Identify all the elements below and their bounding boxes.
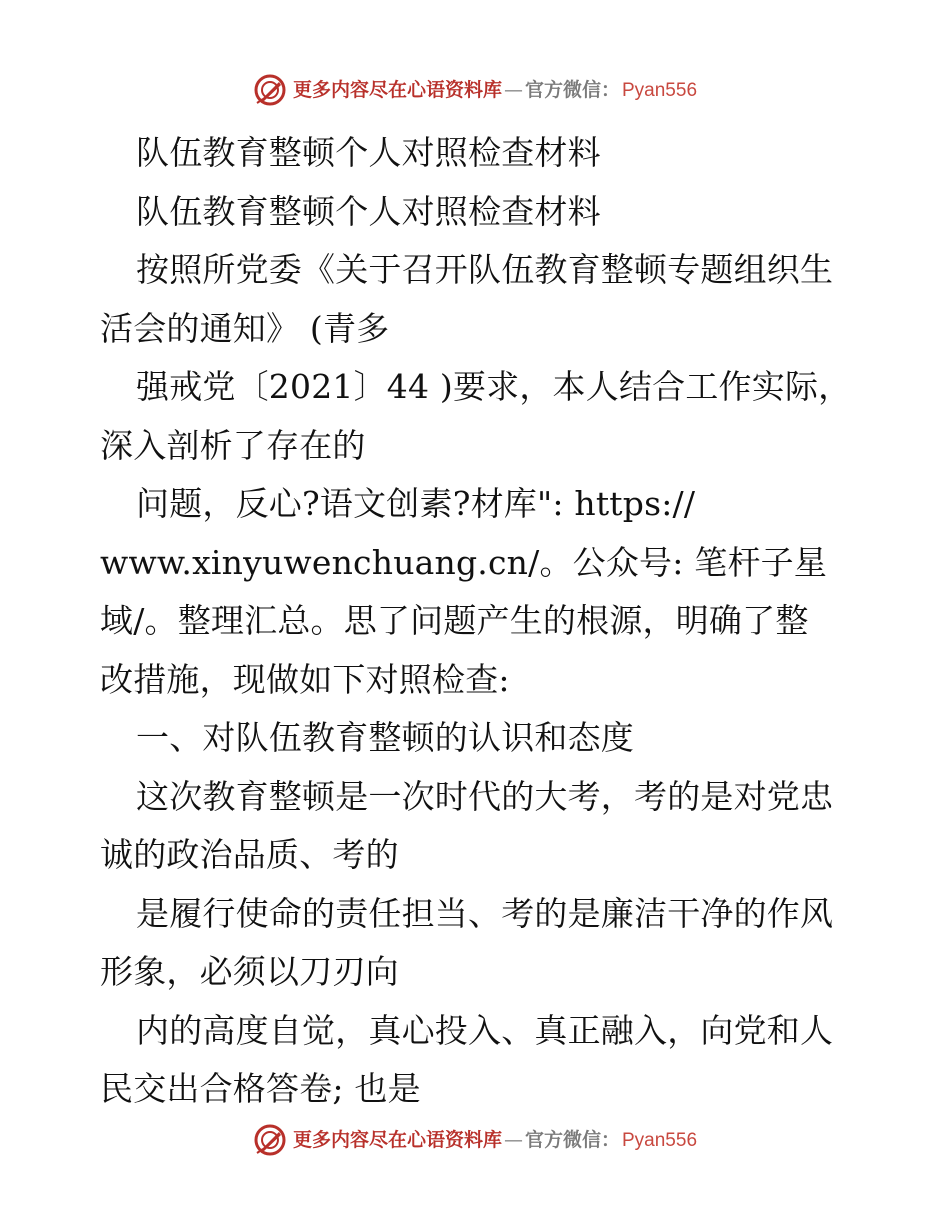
doc-line: 诚的政治品质、考的	[100, 835, 399, 874]
doc-line: 强戒党〔2021〕44 )要求，本人结合工作实际，	[136, 367, 852, 406]
doc-line: www.xinyuwenchuang.cn/。公众号: 笔杆子星	[100, 542, 828, 582]
doc-line: 活会的通知》 (青多	[100, 308, 390, 348]
doc-line: 内的高度自觉，真心投入、真正融入，向党和人	[136, 1010, 834, 1050]
header-banner-main: 更多内容尽在心语资料库	[292, 78, 502, 101]
footer-wechat-id: Pyan556	[622, 1129, 698, 1151]
footer-banner-label: 官方微信：	[524, 1128, 620, 1151]
doc-line: 这次教育整顿是一次时代的大考，考的是对党忠	[136, 776, 834, 816]
doc-line: 民交出合格答卷; 也是	[100, 1069, 421, 1108]
quill-logo-icon	[253, 1123, 287, 1157]
header-banner-separator: —	[503, 78, 523, 101]
header-banner-text	[292, 78, 698, 101]
section-heading: 一、对队伍教育整顿的认识和态度	[136, 718, 634, 757]
doc-line: 深入剖析了存在的	[100, 425, 366, 465]
doc-line: 问题，反心?语文创素?材库": https://	[136, 484, 696, 523]
doc-line: 按照所党委《关于召开队伍教育整顿专题组织生	[136, 250, 834, 289]
doc-title: 队伍教育整顿个人对照检查材料	[136, 133, 601, 172]
header-banner-label: 官方微信：	[524, 78, 620, 101]
header-banner	[0, 70, 950, 110]
footer-banner-separator: —	[503, 1128, 523, 1151]
doc-title-repeat: 队伍教育整顿个人对照检查材料	[136, 191, 601, 231]
header-wechat-id: Pyan556	[622, 79, 698, 101]
doc-line: 改措施，现做如下对照检查:	[100, 659, 510, 699]
footer-banner-main: 更多内容尽在心语资料库	[292, 1128, 502, 1151]
doc-line: 形象，必须以刀刃向	[100, 952, 399, 991]
footer-banner-text	[292, 1128, 698, 1151]
doc-line: 域/。整理汇总。思了问题产生的根源，明确了整	[100, 601, 809, 640]
footer-banner	[0, 1120, 950, 1160]
quill-logo-icon	[253, 73, 287, 107]
doc-line: 是履行使命的责任担当、考的是廉洁干净的作风	[136, 893, 834, 933]
document-body	[100, 124, 860, 1119]
